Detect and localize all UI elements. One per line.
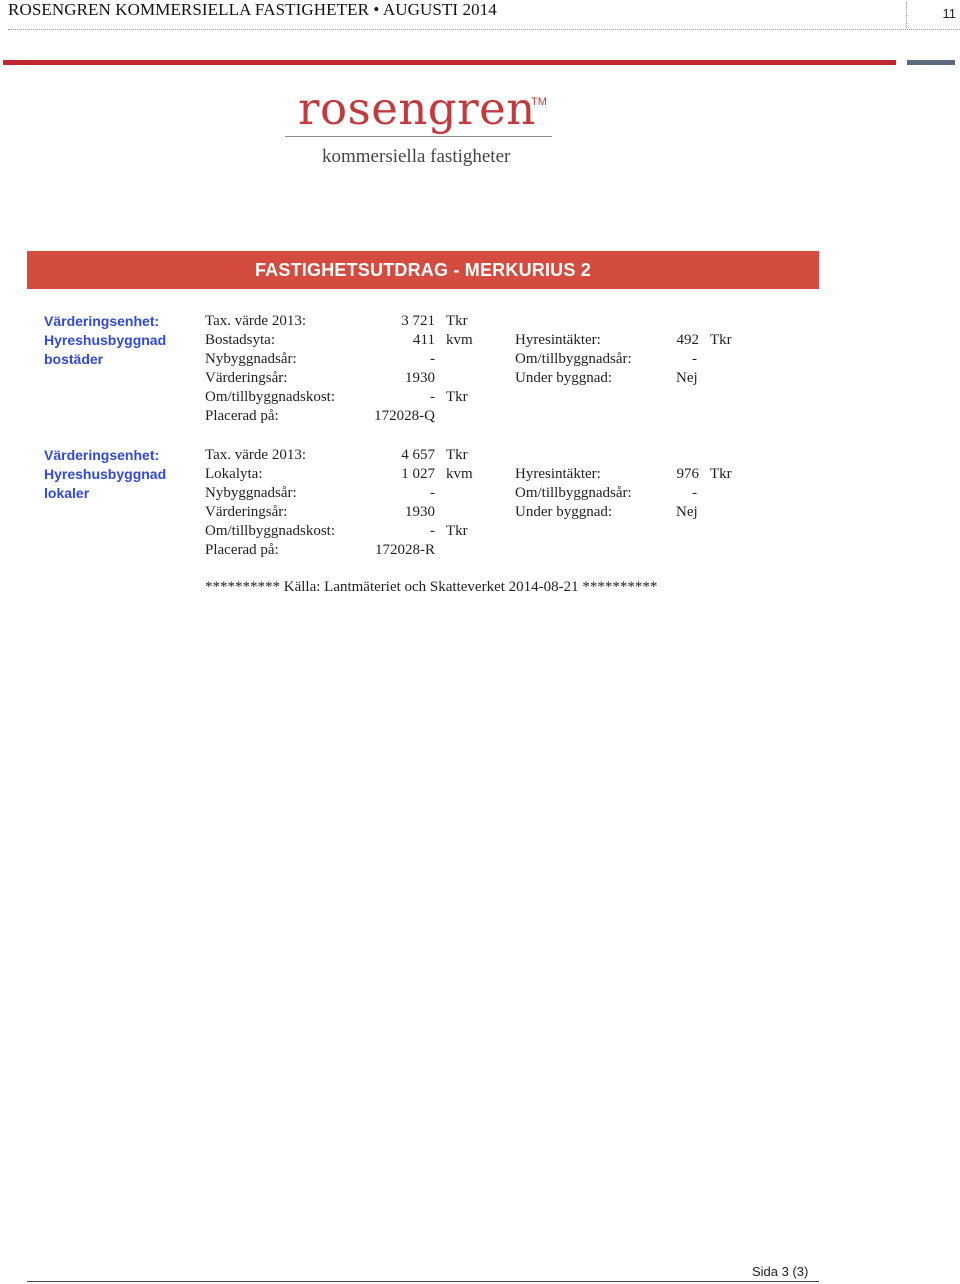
source-note: ********** Källa: Lantmäteriet och Skatteverket 2014-08-21 ********** xyxy=(205,579,658,595)
rental-income-label: Hyresintäkter: xyxy=(515,466,601,482)
valuation-year-label: Värderingsår: xyxy=(205,370,288,386)
area-label: Bostadsyta: xyxy=(205,332,275,348)
rental-income-unit: Tkr xyxy=(710,332,732,348)
new-build-year-label: Nybyggnadsår: xyxy=(205,351,297,367)
new-build-year-value: - xyxy=(430,485,435,501)
under-construction-value: Nej xyxy=(676,504,698,520)
unit-heading-line-1: Värderingsenhet: xyxy=(44,313,160,329)
placed-on-value: 172028-R xyxy=(375,542,435,558)
under-construction-label: Under byggnad: xyxy=(515,370,613,386)
new-build-year-label: Nybyggnadsår: xyxy=(205,485,297,501)
under-construction-value: Nej xyxy=(676,370,698,386)
tax-value-unit: Tkr xyxy=(446,447,468,463)
placed-on-label: Placerad på: xyxy=(205,408,279,424)
placed-on-value: 172028-Q xyxy=(374,408,435,424)
page-number: 11 xyxy=(942,6,956,21)
unit-heading-line-3: bostäder xyxy=(44,351,104,367)
rebuild-cost-label: Om/tillbyggnadskost: xyxy=(205,523,336,539)
banner-title: FASTIGHETSUTDRAG - MERKURIUS 2 xyxy=(254,259,591,280)
logo-trademark: TM xyxy=(531,96,547,108)
area-value: 1 027 xyxy=(401,466,435,482)
rebuild-cost-unit: Tkr xyxy=(446,523,468,539)
footer-rule xyxy=(27,1281,819,1282)
rebuild-cost-value: - xyxy=(430,523,435,539)
rebuild-cost-value: - xyxy=(430,389,435,405)
valuation-year-value: 1930 xyxy=(405,504,435,520)
area-value: 411 xyxy=(413,332,435,348)
logo-wordmark: rosengren xyxy=(298,82,536,135)
tax-value-label: Tax. värde 2013: xyxy=(205,447,307,463)
rebuild-year-value: - xyxy=(692,485,697,501)
accent-bar-slate xyxy=(907,60,955,65)
rebuild-cost-label: Om/tillbyggnadskost: xyxy=(205,389,336,405)
valuation-year-value: 1930 xyxy=(405,370,435,386)
unit-heading-line-2: Hyreshusbyggnad xyxy=(44,466,167,482)
tax-value: 4 657 xyxy=(401,447,435,463)
unit-heading-line-3: lokaler xyxy=(44,485,90,501)
area-unit: kvm xyxy=(446,332,473,348)
unit-heading-line-1: Värderingsenhet: xyxy=(44,447,160,463)
rebuild-year-value: - xyxy=(692,351,697,367)
tax-value-unit: Tkr xyxy=(446,313,468,329)
unit-heading-line-2: Hyreshusbyggnad xyxy=(44,332,167,348)
rebuild-cost-unit: Tkr xyxy=(446,389,468,405)
logo-tagline: kommersiella fastigheter xyxy=(322,146,511,167)
rental-income-value: 492 xyxy=(676,332,699,348)
tax-value-label: Tax. värde 2013: xyxy=(205,313,307,329)
tax-value: 3 721 xyxy=(401,313,435,329)
logo-divider xyxy=(285,136,552,137)
header-separator xyxy=(906,2,907,28)
rebuild-year-label: Om/tillbyggnadsår: xyxy=(515,351,632,367)
rental-income-value: 976 xyxy=(676,466,699,482)
area-label: Lokalyta: xyxy=(205,466,263,482)
area-unit: kvm xyxy=(446,466,473,482)
extract-banner xyxy=(27,251,819,289)
header-dotted-rule xyxy=(8,29,960,30)
document-header-title: ROSENGREN KOMMERSIELLA FASTIGHETER • AUGUSTI 2014 xyxy=(8,0,497,19)
valuation-year-label: Värderingsår: xyxy=(205,504,288,520)
rental-income-unit: Tkr xyxy=(710,466,732,482)
rental-income-label: Hyresintäkter: xyxy=(515,332,601,348)
rebuild-year-label: Om/tillbyggnadsår: xyxy=(515,485,632,501)
new-build-year-value: - xyxy=(430,351,435,367)
placed-on-label: Placerad på: xyxy=(205,542,279,558)
footer-page-indicator: Sida 3 (3) xyxy=(752,1264,809,1279)
under-construction-label: Under byggnad: xyxy=(515,504,613,520)
accent-bar-red xyxy=(3,60,896,65)
